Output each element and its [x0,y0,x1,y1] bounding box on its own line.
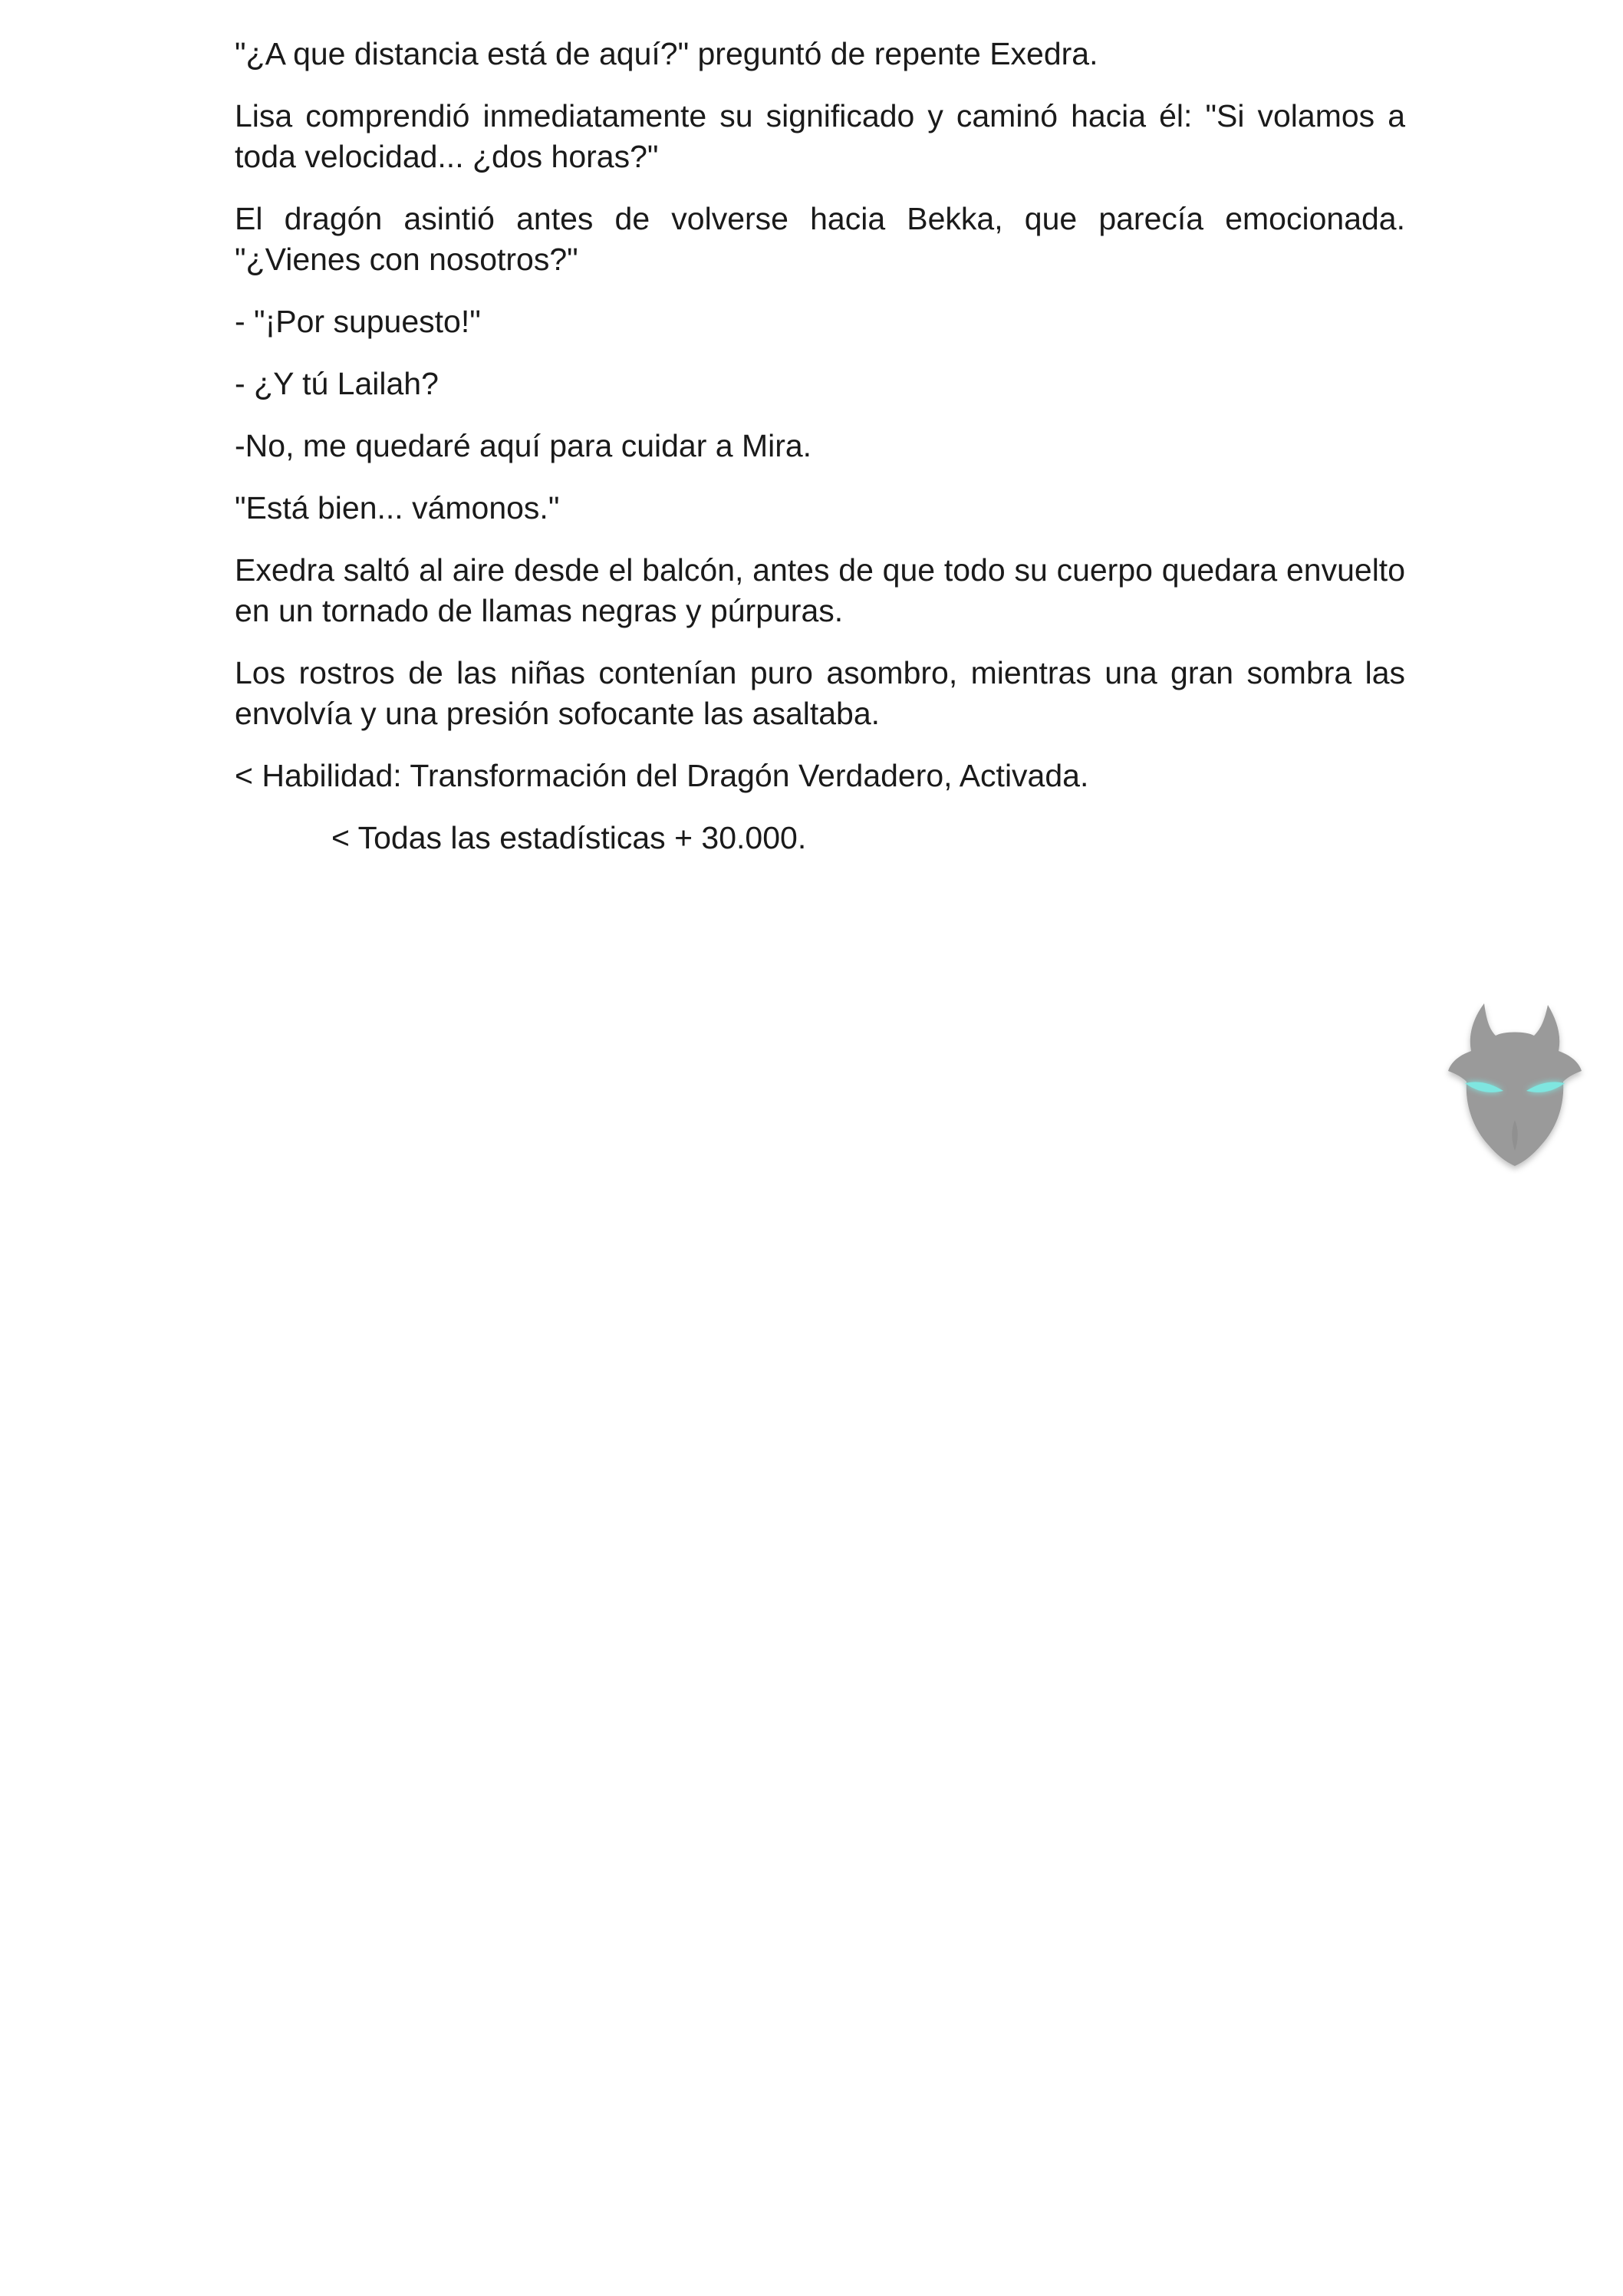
demon-head-icon [1442,997,1588,1174]
paragraph: "Está bien... vámonos." [235,490,560,525]
paragraph: - "¡Por supuesto!" [235,304,481,339]
paragraph: "¿A que distancia está de aquí?" preguntó de repente Exedra. [235,36,1098,71]
document-page [235,34,1405,880]
paragraph: Lisa comprendió inmediatamente su significado y caminó hacia él: "Si volamos a toda velocidad... ¿dos horas?" [235,98,1405,174]
skill-notice: < Habilidad: Transformación del Dragón Verdadero, Activada. [235,758,1089,793]
paragraph: Exedra saltó al aire desde el balcón, antes de que todo su cuerpo quedara envuelto en un tornado de llamas negras y púrpuras. [235,552,1405,628]
paragraph: - ¿Y tú Lailah? [235,366,439,401]
paragraph: Los rostros de las niñas contenían puro asombro, mientras una gran sombra las envolvía y una presión sofocante las asaltaba. [235,655,1405,731]
paragraph: -No, me quedaré aquí para cuidar a Mira. [235,428,812,463]
paragraph: El dragón asintió antes de volverse hacia Bekka, que parecía emocionada. "¿Vienes con nosotros?" [235,201,1405,277]
stats-notice: < Todas las estadísticas + 30.000. [331,820,807,855]
